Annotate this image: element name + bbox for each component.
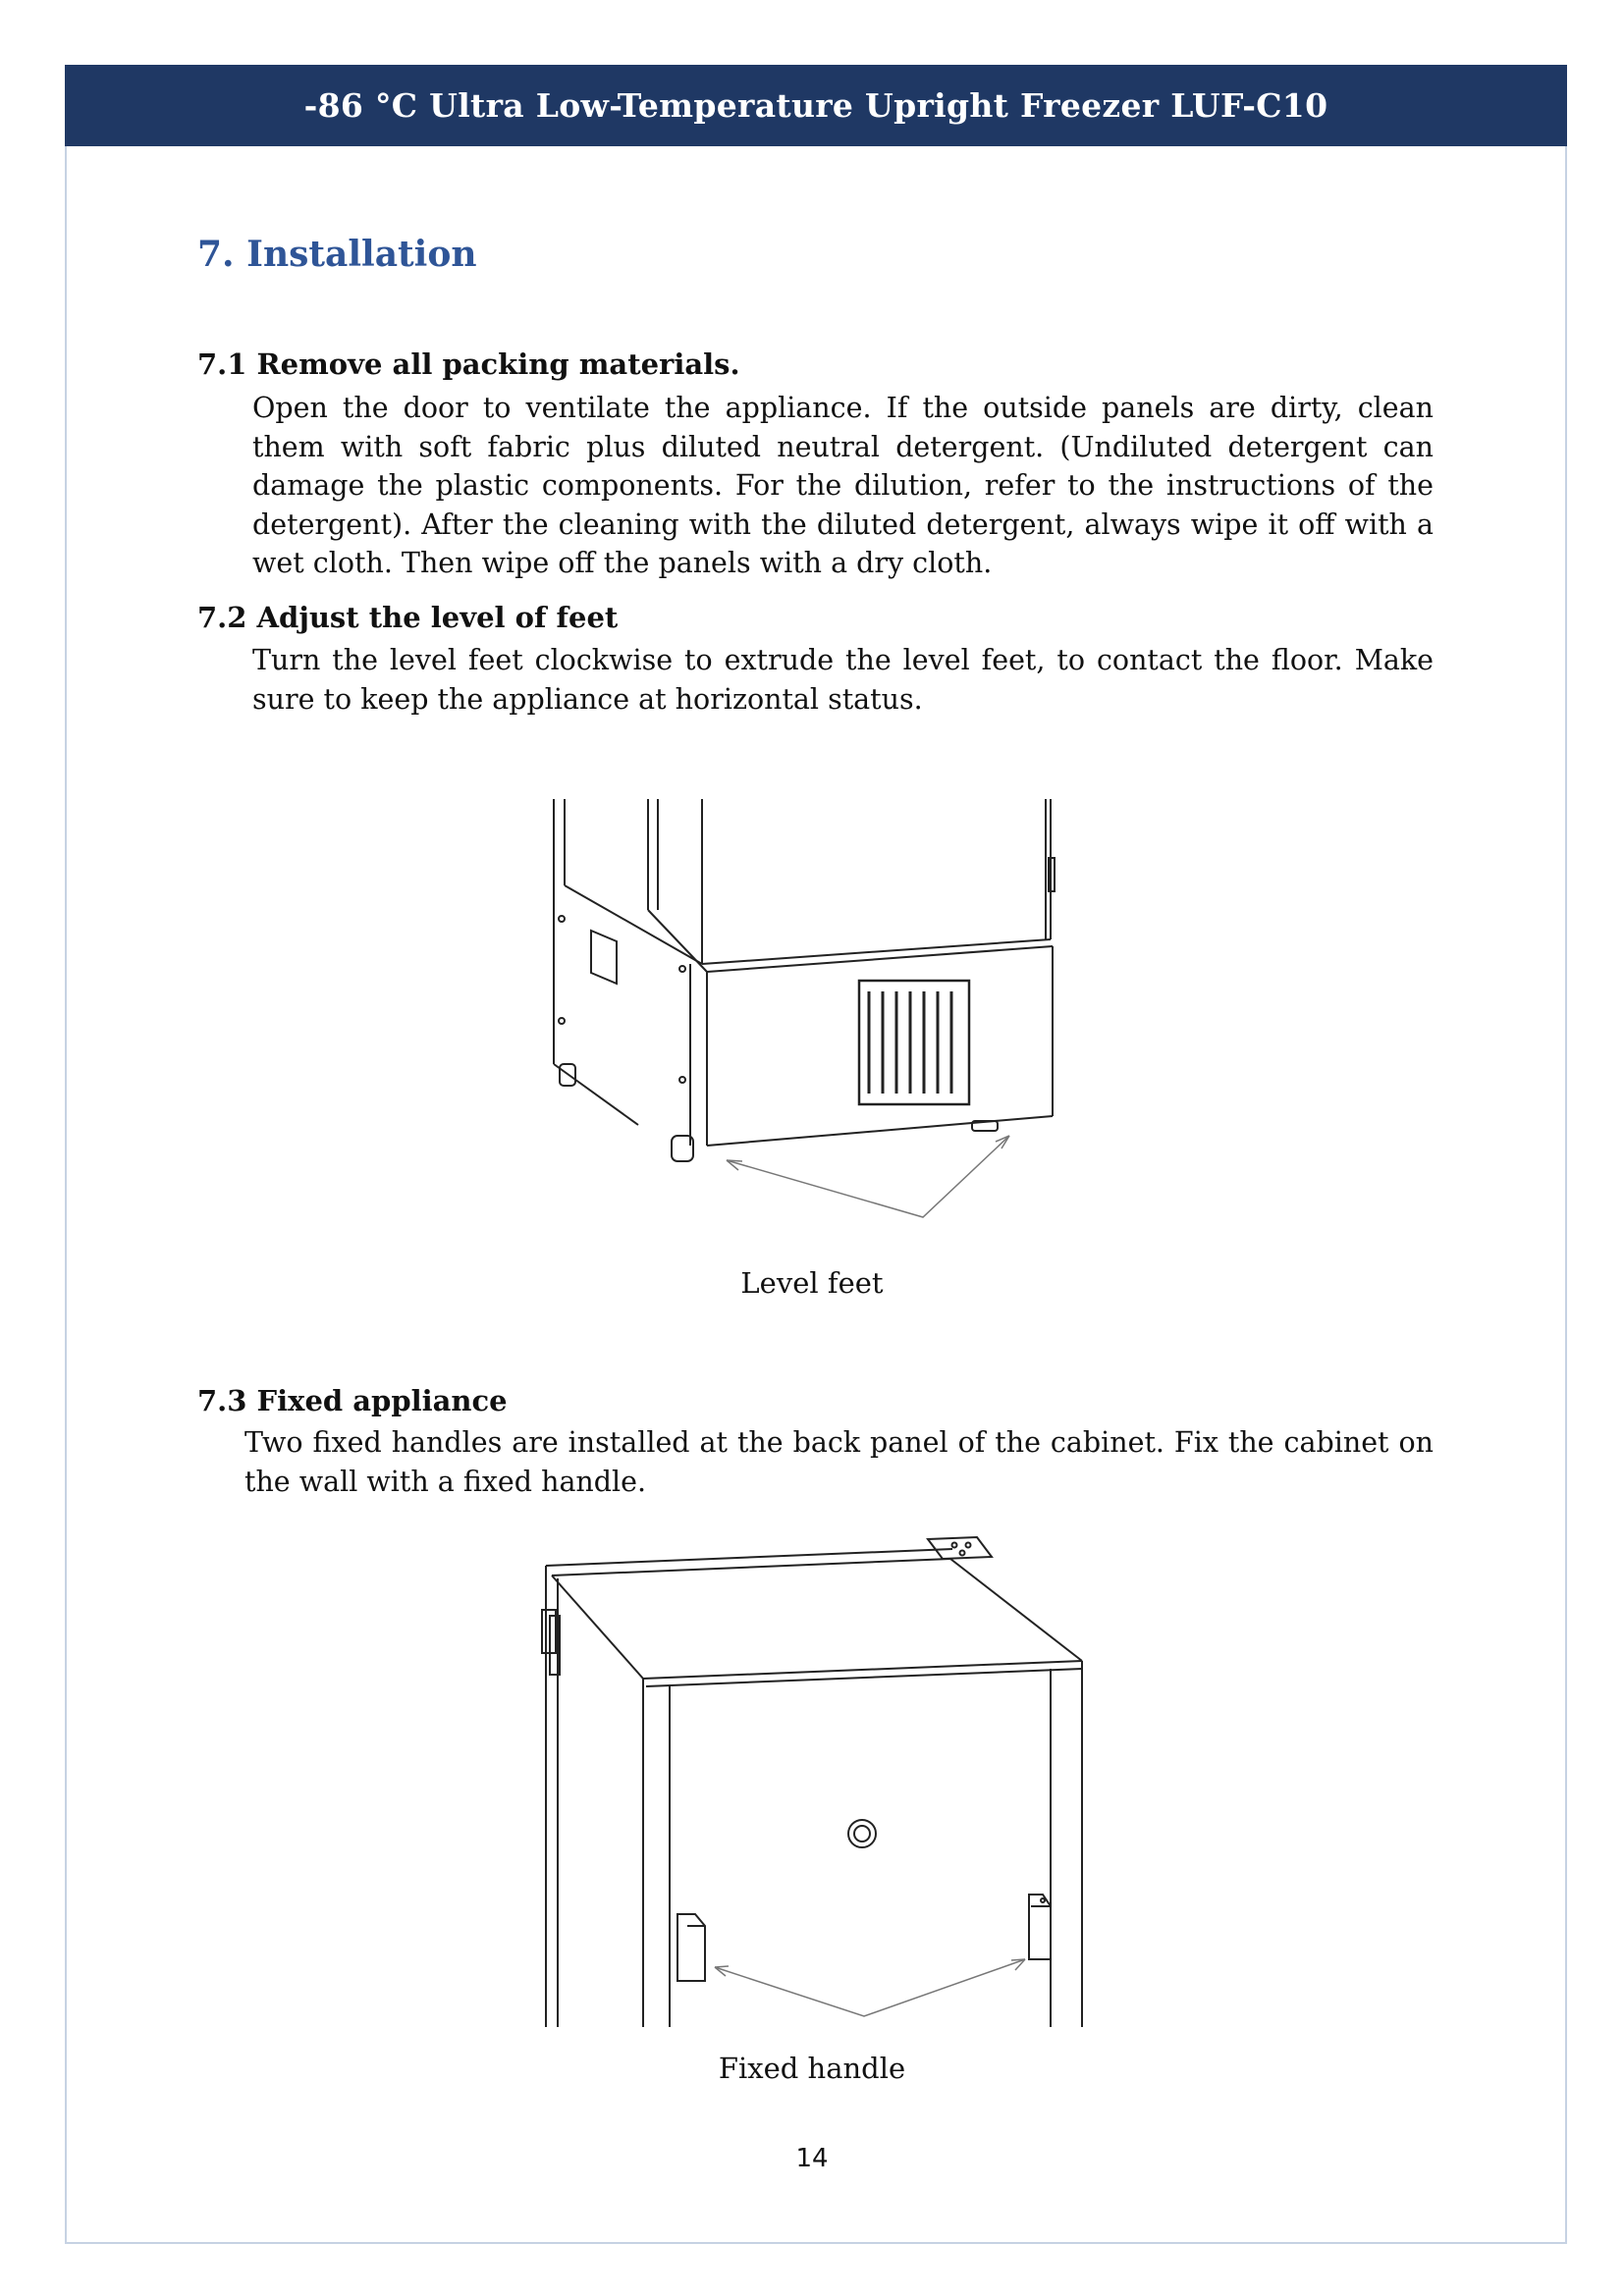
- subsection-body-remove-packing: Open the door to ventilate the appliance. If the outside panels are dirty, clean them with soft fabric plus diluted neutral detergent. (Undiluted detergent can damage the plastic components. For the dilution, refer to the instructions of the detergent). After the cleaning with the diluted detergent, always wipe it off with a wet cloth. Then wipe off the panels with a dry cloth.: [252, 392, 1434, 579]
- subsection-heading-level-feet: 7.2 Adjust the level of feet: [197, 601, 619, 634]
- document-title: -86 °C Ultra Low-Temperature Upright Freezer LUF-C10: [303, 86, 1328, 125]
- header-bar: [65, 65, 1567, 146]
- section-title: 7. Installation: [197, 234, 477, 275]
- figure-caption-level-feet: Level feet: [740, 1266, 884, 1300]
- figure-caption-fixed-handle: Fixed handle: [718, 2052, 906, 2085]
- page-number: 14: [795, 2144, 829, 2173]
- subsection-body-level-feet: Turn the level feet clockwise to extrude the level feet, to contact the floor. Make sure to keep the appliance at horizontal status.: [252, 644, 1434, 716]
- subsection-heading-fixed-appliance: 7.3 Fixed appliance: [197, 1384, 508, 1417]
- level-feet-illustration: [550, 797, 1060, 1219]
- subsection-heading-remove-packing: 7.1 Remove all packing materials.: [197, 347, 740, 381]
- fixed-handle-illustration: [530, 1531, 1100, 2032]
- subsection-body-fixed-appliance: Two fixed handles are installed at the back panel of the cabinet. Fix the cabinet on the wall with a fixed handle.: [244, 1426, 1434, 1498]
